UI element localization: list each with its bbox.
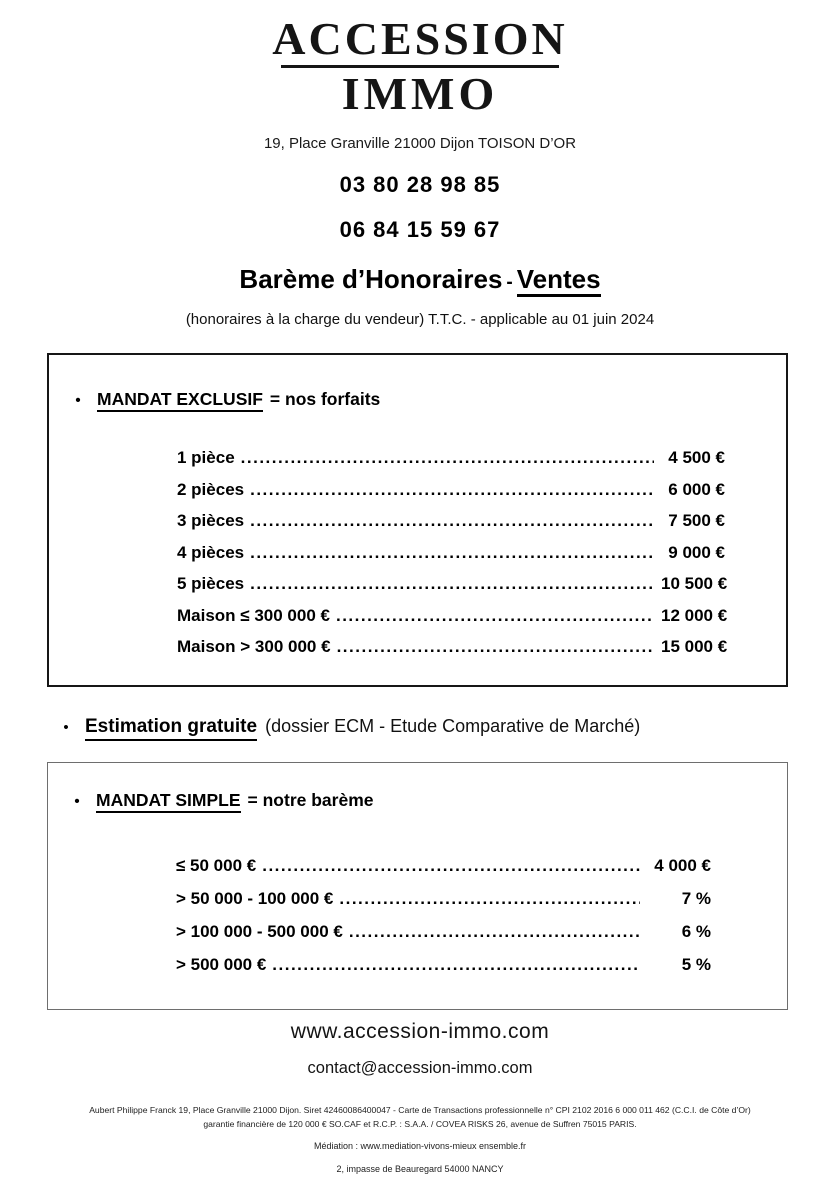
fee-value: 7 500 €: [668, 511, 725, 530]
fee-row: [177, 505, 786, 537]
fee-label: ≤ 50 000 €: [176, 856, 257, 875]
fee-label: 2 pièces: [177, 479, 245, 499]
dot-leader: [241, 442, 654, 474]
fee-value: 6 %: [681, 922, 711, 941]
estimation-note: (dossier ECM - Etude Comparative de Marché): [265, 716, 641, 736]
fee-row: [177, 600, 786, 632]
fee-label: > 50 000 - 100 000 €: [176, 889, 334, 908]
logo-accession: ACCESSION: [272, 13, 568, 64]
fee-value: 5 %: [681, 955, 711, 974]
bullet-icon: [59, 391, 97, 411]
fee-value: 4 000 €: [654, 856, 711, 875]
fee-row: [176, 882, 787, 915]
website-url: www.accession-immo.com: [290, 1020, 550, 1043]
page-title: [0, 264, 840, 298]
fee-label: 5 pièces: [177, 574, 245, 593]
fee-value: 9 000 €: [668, 542, 725, 562]
fee-value: 12 000 €: [661, 605, 728, 625]
legal-notice: [0, 1104, 840, 1131]
fee-label: > 100 000 - 500 000 €: [176, 922, 343, 941]
fee-row: [177, 631, 786, 663]
mandat-simple-heading: [48, 763, 787, 813]
mandat-exclusif-heading: [49, 355, 786, 412]
legal-line-1: Aubert Philippe Franck 19, Place Granville 21000 Dijon. Siret 42460086400047 - Carte de Transactions professionnelle n° CPI 2102 2016 6 000 011 462 (C.C.I. de Côte d’Or): [89, 1105, 751, 1115]
fee-value: 7 %: [681, 889, 711, 908]
dot-leader: [339, 882, 640, 915]
estimation-line: [47, 715, 840, 741]
email-address: contact@accession-immo.com: [307, 1059, 533, 1077]
fee-label: 1 pièce: [177, 448, 235, 467]
dot-leader: [336, 600, 654, 632]
fee-value: 6 000 €: [668, 479, 725, 499]
estimation-title: Estimation gratuite: [85, 715, 257, 741]
mandat-simple-rows: [48, 849, 787, 981]
fee-label: Maison ≤ 300 000 €: [177, 605, 330, 625]
bullet-icon: [47, 716, 85, 739]
page-title-emphasis: Ventes: [517, 266, 601, 297]
mandat-exclusif-subtitle: = nos forfaits: [269, 389, 381, 409]
page-subtitle: (honoraires à la charge du vendeur) T.T.C. - applicable au 01 juin 2024: [185, 311, 655, 328]
mandat-exclusif-rows: [49, 442, 786, 663]
mandat-exclusif-title: MANDAT EXCLUSIF: [97, 389, 263, 412]
dot-leader: [250, 474, 654, 506]
fee-label: Maison > 300 000 €: [177, 637, 331, 656]
fee-label: > 500 000 €: [176, 955, 267, 974]
fee-label: 3 pièces: [177, 511, 245, 530]
page-title-separator: -: [506, 272, 513, 293]
legal-line-2: garantie financière de 120 000 € SO.CAF et R.C.P. : S.A.A. / COVEA RISKS 26, avenue de Suffren 75015 PARIS.: [203, 1118, 637, 1129]
dot-leader: [250, 505, 654, 537]
fee-row: [176, 849, 787, 882]
mandat-exclusif-box: [47, 353, 788, 687]
fee-row: [177, 442, 786, 474]
page-title-main: Barème d’Honoraires: [239, 264, 503, 294]
mediation-address: 2, impasse de Beauregard 54000 NANCY: [336, 1164, 504, 1174]
dot-leader: [272, 948, 640, 981]
fee-value: 4 500 €: [668, 448, 725, 467]
mandat-simple-subtitle: = notre barème: [247, 790, 374, 810]
fee-row: [177, 537, 786, 569]
fee-row: [176, 948, 787, 981]
fee-value: 10 500 €: [661, 574, 728, 593]
dot-leader: [349, 915, 640, 948]
logo-immo: IMMO: [341, 68, 499, 119]
phone-number-mobile: 06 84 15 59 67: [339, 217, 501, 242]
dot-leader: [337, 631, 654, 663]
phone-number-landline: 03 80 28 98 85: [339, 172, 501, 197]
dot-leader: [250, 568, 654, 600]
fee-row: [177, 474, 786, 506]
fee-row: [176, 915, 787, 948]
bullet-icon: [58, 792, 96, 812]
fee-row: [177, 568, 786, 600]
fee-value: 15 000 €: [661, 637, 728, 656]
mandat-simple-title: MANDAT SIMPLE: [96, 790, 241, 813]
dot-leader: [262, 849, 640, 882]
mediation-line: Médiation : www.mediation-vivons-mieux ensemble.fr: [313, 1141, 527, 1151]
fee-label: 4 pièces: [177, 542, 245, 562]
mandat-simple-box: [47, 762, 788, 1010]
agency-address: 19, Place Granville 21000 Dijon TOISON D’OR: [263, 135, 577, 152]
dot-leader: [250, 537, 654, 569]
